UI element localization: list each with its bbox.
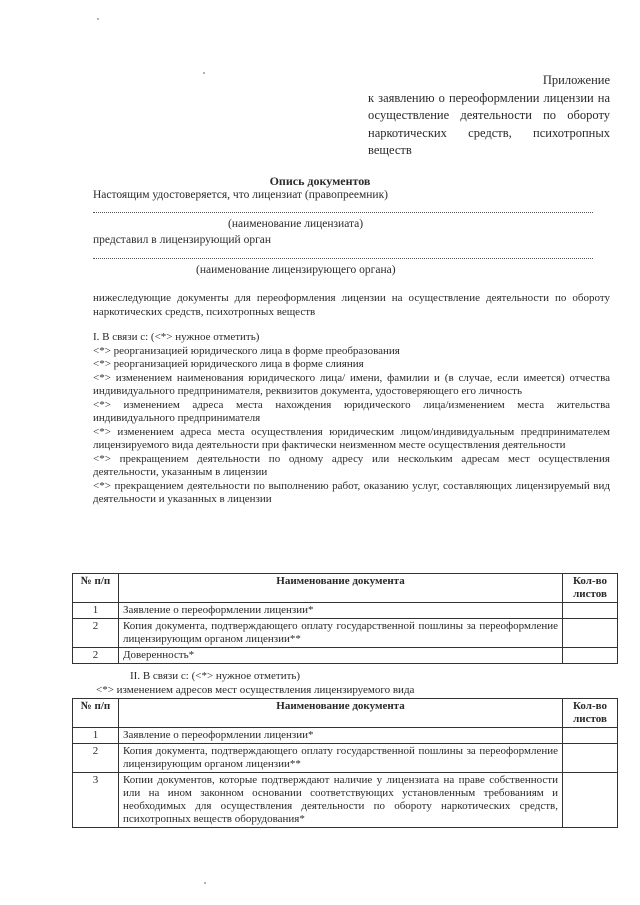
row-name: Копия документа, подтверждающего оплату государственной пошлины за переоформление лицензирующим органом лицензии**: [119, 744, 563, 773]
table-row: [73, 728, 618, 744]
documents-table-2: [72, 698, 618, 828]
row-count: [563, 619, 618, 648]
table-row: [73, 744, 618, 773]
certify-line: Настоящим удостоверяется, что лицензиат (правопреемник): [93, 189, 388, 201]
section-2-lead: II. В связи с: (<*> нужное отметить): [130, 670, 301, 682]
row-num: 1: [73, 603, 119, 619]
licensee-caption: (наименование лицензиата): [228, 218, 364, 230]
row-num: 1: [73, 728, 119, 744]
appendix-note: [368, 72, 610, 160]
table-row: [73, 619, 618, 648]
table-header-row: [73, 699, 618, 728]
header-count: Кол-во листов: [563, 574, 618, 603]
row-name: Копия документа, подтверждающего оплату государственной пошлины за переоформление лицензирующим органом лицензии**: [119, 619, 563, 648]
section-2-item: <*> изменением адресов мест осуществления лицензируемого вида: [96, 684, 415, 696]
row-name: Доверенность*: [119, 648, 563, 664]
row-count: [563, 648, 618, 664]
scan-speck: [97, 18, 99, 20]
row-count: [563, 728, 618, 744]
section-1-item: <*> изменением наименования юридического лица/ имени, фамилии и (в случае, если имеется) отчества индивидуального предпринимателя, реквизитов документа, удостоверяющего его личность: [93, 371, 610, 397]
intro-paragraph: нижеследующие документы для переоформления лицензии на осуществление деятельности по обороту наркотических средств, психотропных веществ: [93, 292, 610, 318]
row-num: 3: [73, 773, 119, 828]
row-name: Копии документов, которые подтверждают наличие у лицензиата на праве собственности или на ином законном основании соответствующих установленным требованиям и необходимых для осуществления деятельности по обороту наркотических средств, психотропных веществ оборудования*: [119, 773, 563, 828]
section-1-item: <*> изменением адреса места нахождения юридического лица/изменением места жительства индивидуального предпринимателя: [93, 398, 610, 424]
submitted-line: представил в лицензирующий орган: [93, 234, 272, 246]
section-1-item: <*> изменением адреса места осуществления юридическим лицом/индивидуальным предпринимателем лицензируемого вида деятельности при фактически неизменном месте осуществления деятельности: [93, 425, 610, 451]
appendix-title: Приложение: [542, 73, 610, 87]
header-name: Наименование документа: [119, 699, 563, 728]
scan-speck: [204, 882, 206, 884]
header-name: Наименование документа: [119, 574, 563, 603]
section-1-item: <*> прекращением деятельности по одному адресу или нескольким адресам мест осуществления деятельности, указанным в лицензии: [93, 452, 610, 478]
header-num: № п/п: [73, 699, 119, 728]
table-row: [73, 773, 618, 828]
row-name: Заявление о переоформлении лицензии*: [119, 728, 563, 744]
header-count: Кол-во листов: [563, 699, 618, 728]
table-row: [73, 603, 618, 619]
row-num: 2: [73, 648, 119, 664]
row-num: 2: [73, 619, 119, 648]
section-1-lead: I. В связи с: (<*> нужное отметить): [93, 331, 260, 343]
row-name: Заявление о переоформлении лицензии*: [119, 603, 563, 619]
section-1-item: <*> реорганизацией юридического лица в форме слияния: [93, 358, 364, 370]
section-1-item: <*> прекращением деятельности по выполнению работ, оказанию услуг, составляющих лицензируемый вид деятельности и указанных в лицензии: [93, 479, 610, 505]
section-1-item: <*> реорганизацией юридического лица в форме преобразования: [93, 344, 400, 357]
scan-speck: [203, 72, 205, 74]
document-heading: Опись документов: [269, 174, 371, 188]
row-count: [563, 773, 618, 828]
row-num: 2: [73, 744, 119, 773]
authority-caption: (наименование лицензирующего органа): [196, 264, 396, 276]
header-num: № п/п: [73, 574, 119, 603]
table-row: [73, 648, 618, 664]
row-count: [563, 603, 618, 619]
table-header-row: [73, 574, 618, 603]
licensee-blank-line: [93, 212, 593, 213]
authority-blank-line: [93, 258, 593, 259]
row-count: [563, 744, 618, 773]
appendix-text: к заявлению о переоформлении лицензии на осуществление деятельности по обороту наркотических средств, психотропных веществ: [368, 90, 610, 157]
section-1-text: [93, 292, 610, 507]
documents-table-1: [72, 573, 618, 664]
